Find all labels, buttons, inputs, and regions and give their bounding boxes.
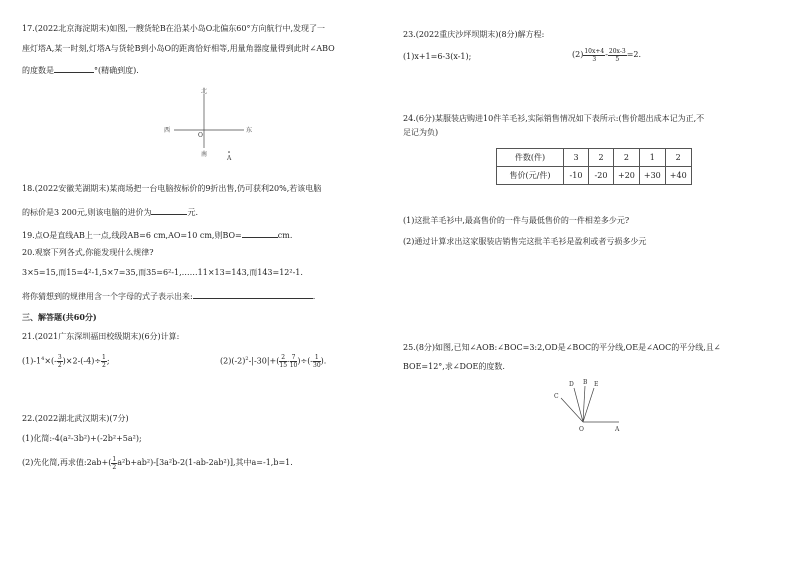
table-cell: +30 — [639, 167, 665, 185]
label-c: C — [554, 393, 559, 400]
table-cell: +40 — [665, 167, 691, 185]
label-b: B — [583, 379, 588, 386]
q17-answer-blank[interactable] — [54, 64, 94, 73]
q17-line3: 的度数是 °(精确到度). — [22, 66, 139, 75]
q23-header: 23.(2022重庆沙坪坝期末)(8分)解方程: — [403, 30, 545, 39]
compass-south: 南 — [201, 151, 208, 158]
compass-figure — [160, 86, 270, 162]
angle-figure — [545, 376, 635, 434]
table-cell: -20 — [589, 167, 614, 185]
q18-line1: 18.(2022安徽芜湖期末)某商场把一台电脑按标价的9折出售,仍可获利20%,若该电脑 — [22, 184, 322, 193]
point-a-dot — [228, 151, 230, 153]
q21-header: 21.(2021广东深圳福田校级期末)(6分)计算: — [22, 332, 180, 341]
q23-part2: (2) $\frac{10x+4}{3}$ - $\frac{20x-3}{5}$ =2. — [572, 47, 642, 63]
compass-origin: O — [198, 132, 203, 139]
q25-line1: 25.(8分)如图,已知∠AOB:∠BOC=3:2,OD是∠BOC的平分线,OE是∠AOC的平分线,且∠ — [403, 343, 721, 352]
q21-part1: $(1)-1^4\times(-$ $\frac{3}{2}$ )×2-(-4)÷ $\frac{1}{2}$ ; — [22, 354, 110, 370]
label-d: D — [569, 381, 574, 388]
label-o: O — [579, 426, 584, 433]
table-cell: 2 — [665, 149, 691, 167]
q24-line1: 24.(6分)某服装店购进10件羊毛衫,实际销售情况如下表所示:(售价超出成本记为正,不 — [403, 114, 705, 123]
compass-north: 北 — [201, 88, 208, 95]
table-cell: -10 — [564, 167, 589, 185]
q23-part1: (1)x+1=6-3(x-1); — [403, 52, 472, 61]
q20-line3: 将你猜想到的规律用含一个字母的式子表示出来: . — [22, 292, 316, 301]
q17-line1: 17.(2022北京海淀期末)如图,一艘货轮B在沿某小岛O北偏东60°方向航行中,发现了一 — [22, 24, 326, 33]
q18-answer-blank[interactable] — [151, 206, 187, 215]
table-cell: 售价(元/件) — [497, 167, 564, 185]
table-row — [497, 167, 692, 185]
table-cell: 2 — [614, 149, 640, 167]
table-cell: 1 — [639, 149, 665, 167]
q22-header: 22.(2022湖北武汉期末)(7分) — [22, 414, 129, 423]
table-cell: +20 — [614, 167, 640, 185]
q25-line2: BOE=12°,求∠DOE的度数. — [403, 362, 505, 371]
q24-part1: (1)这批羊毛衫中,最高售价的一件与最低售价的一件相差多少元? — [403, 216, 630, 225]
table-cell: 2 — [589, 149, 614, 167]
q22-part1: (1)化简:-4(a²-3b²)+(-2b²+5a²); — [22, 434, 142, 443]
q19-text: 19.点O是直线AB上一点,线段AB=6 cm,AO=10 cm,则BO= cm. — [22, 231, 293, 240]
section-3-heading: 三、解答题(共60分) — [22, 312, 97, 322]
compass-point-a: A — [227, 155, 232, 162]
table-cell: 件数(件) — [497, 149, 564, 167]
q18-line2: 的标价是3 200元,则该电脑的进价为 元. — [22, 208, 198, 217]
q19-answer-blank[interactable] — [242, 229, 278, 238]
q24-part2: (2)通过计算求出这家服装店销售完这批羊毛衫是盈利或者亏损多少元 — [403, 237, 647, 246]
sales-table — [496, 148, 692, 185]
label-e: E — [594, 381, 599, 388]
q20-line1: 20.观察下列各式,你能发现什么规律? — [22, 248, 154, 257]
compass-east: 东 — [246, 127, 253, 134]
q24-line2: 足记为负) — [403, 128, 439, 137]
q20-line2: 3×5=15,而15=4²-1,5×7=35,而35=6²-1,……11×13=143,而143=12²-1. — [22, 268, 303, 277]
label-a: A — [615, 426, 620, 433]
compass-west: 西 — [164, 127, 171, 134]
table-row — [497, 149, 692, 167]
q17-line2: 座灯塔A,某一时刻,灯塔A与货轮B到小岛O的距离恰好相等,用量角器度量得到此时∠ABO — [22, 44, 335, 53]
table-cell: 3 — [564, 149, 589, 167]
q21-part2: $(2)(-2)^2-|-30|+$( $\frac{2}{15}$ - $\frac{7}{10}$ )÷(- $\frac{1}{30}$ ). — [220, 354, 327, 370]
q20-answer-blank[interactable] — [193, 290, 313, 299]
q22-part2: (2)先化简,再求值:2ab+( $\frac{1}{2}$ a²b+ab²)-[3a²b-2(1-ab-2ab²)],其中a=-1,b=1. — [22, 455, 293, 471]
